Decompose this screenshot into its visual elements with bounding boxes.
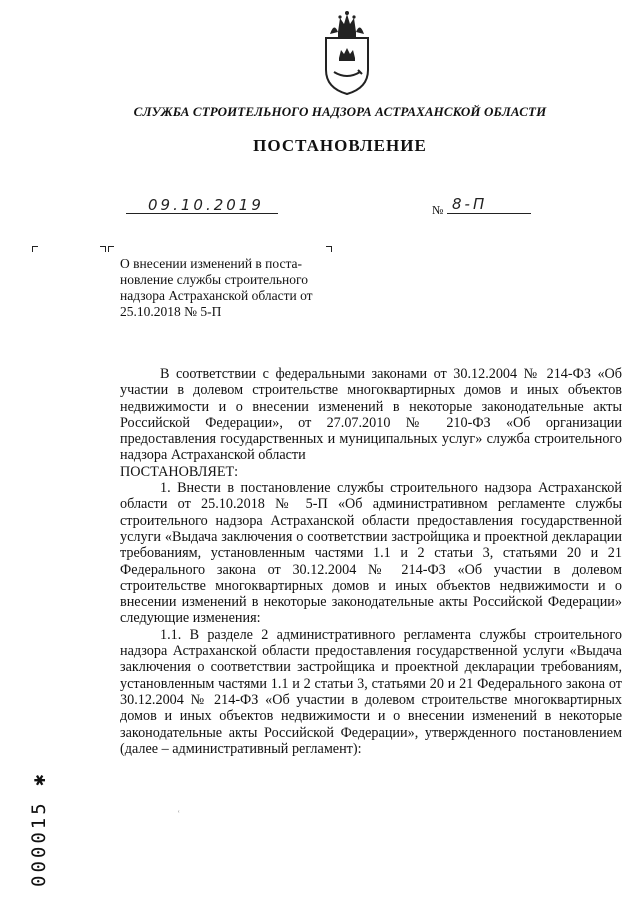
item-1-paragraph: 1. Внести в постановление службы строительного надзора Астраханской области от 25.10.2018 № 5-П «Об административном регламенте службы строительного надзора Астраханской области предоставления государственной услуги «Выдача заключения о соответствии застройщика и проектной декларации требованиям, установленным частями 1.1 и 2 статьи 3, статьями 20 и 21 Федерального закона от 30.12.2004 № 214-ФЗ «Об участии в долевом строительстве многоквартирных домов и иных объектов недвижимости и о внесении изменений в некоторые законодательные акты Российской Федерации» следующие изменения: [120, 480, 622, 627]
archive-stamp [28, 771, 50, 887]
document-subject: О внесении изменений в поста-новление службы строительного надзора Астраханской области от 25.10.2018 № 5-П [120, 256, 313, 319]
resolves-heading: ПОСТАНОВЛЯЕТ: [120, 463, 239, 480]
document-body [120, 366, 622, 757]
number-sign: № [432, 203, 444, 217]
subject-corner-mark-left-inner [108, 246, 114, 252]
asterisk-mark: ✱ [28, 771, 50, 786]
scan-artifact-mark: ʿ [177, 810, 181, 821]
document-date: 09.10.2019 [148, 196, 264, 214]
subject-corner-mark-left [100, 246, 106, 252]
subject-corner-mark-right [326, 246, 332, 252]
document-number: 8-П [452, 195, 488, 213]
coat-of-arms-icon [316, 10, 378, 96]
archive-stamp-text [28, 771, 50, 887]
preamble-paragraph: В соответствии с федеральными законами от 30.12.2004 № 214-ФЗ «Об участии в долевом строительстве многоквартирных домов и иных объектов недвижимости и о внесении изменений в некоторые законодательные акты Российской Федерации», от 27.07.2010 № 210-ФЗ «Об организации предоставления государственных и муниципальных услуг» служба строительного надзора Астраханской области [120, 366, 622, 464]
item-1-1-paragraph: 1.1. В разделе 2 административного регламента службы строительного надзора Астраханской области предоставления государственной услуги «Выдача заключения о соответствии застройщика и проектной декларации требованиям, установленным частями 1.1 и 2 статьи 3, статьями 20 и 21 Федерального закона от 30.12.2004 № 214-ФЗ «Об участии в долевом строительстве многоквартирных домов и иных объектов недвижимости и о внесении изменений в некоторые законодательные акты Российской Федерации», утвержденного постановлением (далее – административный регламент): [120, 626, 622, 757]
margin-corner-mark [32, 246, 38, 252]
number-underline [447, 213, 531, 214]
archive-stamp-number: 000015 [28, 800, 50, 887]
date-underline [126, 213, 278, 214]
agency-name: СЛУЖБА СТРОИТЕЛЬНОГО НАДЗОРА АСТРАХАНСКОЙ ОБЛАСТИ [133, 104, 547, 119]
document-type-title: ПОСТАНОВЛЕНИЕ [253, 136, 427, 155]
